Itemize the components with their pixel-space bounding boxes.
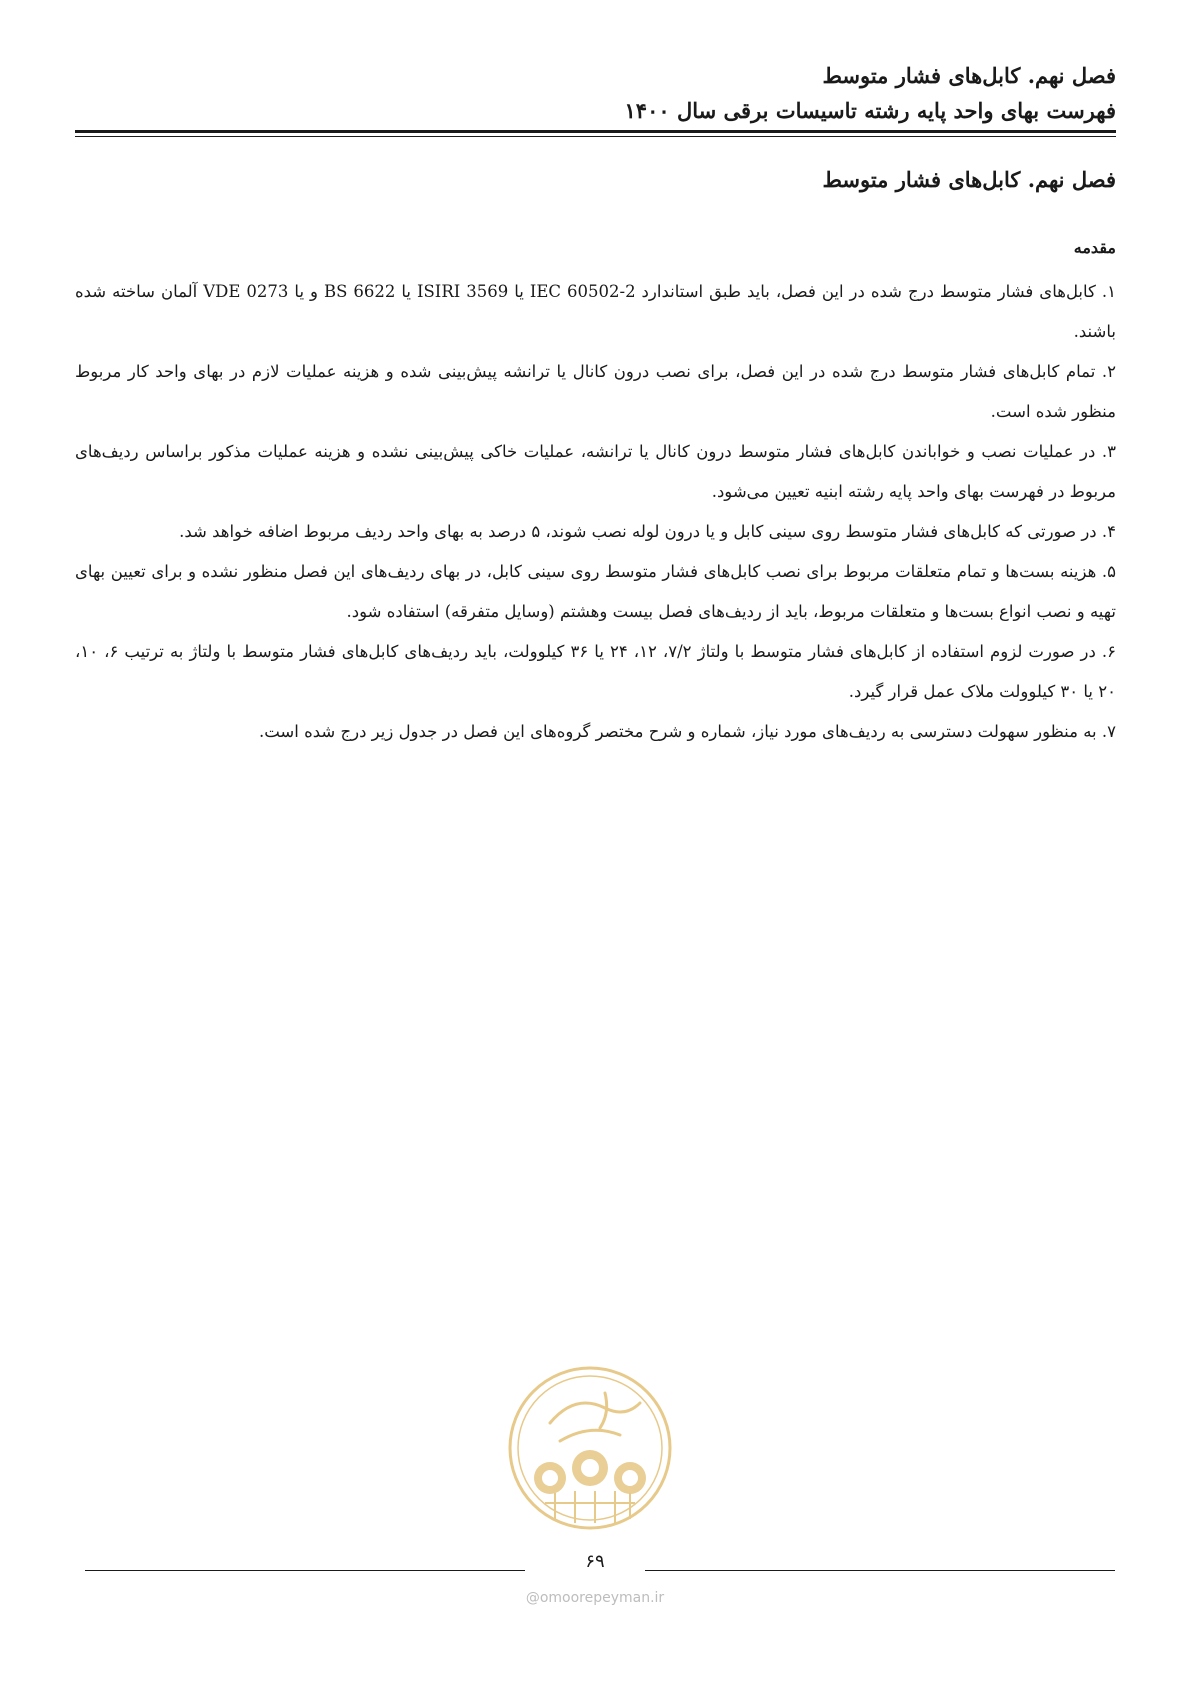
paragraph-2: ۲. تمام کابل‌های فشار متوسط درج شده در این فصل، برای نصب درون کانال یا ترانشه پیش‌بینی شده و هزینه عملیات لازم در بهای واحد کار مربوط منظور شده است. bbox=[75, 362, 1116, 421]
watermark-logo-icon bbox=[505, 1363, 675, 1533]
intro-body bbox=[75, 272, 1116, 752]
intro-heading: مقدمه bbox=[1073, 238, 1116, 257]
page-number: ۶۹ bbox=[585, 1551, 605, 1572]
header-catalog-line: فهرست بهای واحد پایه رشته تاسیسات برقی سال ۱۴۰۰ bbox=[624, 98, 1116, 123]
chapter-title: فصل نهم. کابل‌های فشار متوسط bbox=[822, 167, 1116, 192]
header-chapter-line: فصل نهم. کابل‌های فشار متوسط bbox=[822, 63, 1116, 88]
header-rule-thin bbox=[75, 136, 1116, 137]
header-rule-thick bbox=[75, 130, 1116, 133]
footer-rule-right bbox=[645, 1570, 1115, 1571]
paragraph-1: ۱. کابل‌های فشار متوسط درج شده در این فصل، باید طبق استاندارد IEC 60502-2 یا ISIRI 3569 یا BS 6622 و یا VDE 0273 آلمان ساخته شده باشند. bbox=[75, 282, 1117, 341]
running-header bbox=[75, 58, 1116, 128]
paragraph-7: ۷. به منظور سهولت دسترسی به ردیف‌های مورد نیاز، شماره و شرح مختصر گروه‌های این فصل در جدول زیر درج شده است. bbox=[258, 722, 1116, 741]
paragraph-3: ۳. در عملیات نصب و خواباندن کابل‌های فشار متوسط درون کانال یا ترانشه، عملیات خاکی پیش‌بینی نشده و هزینه عملیات مذکور براساس ردیف‌های مربوط در فهرست بهای واحد پایه رشته ابنیه تعیین می‌شود. bbox=[75, 442, 1116, 501]
site-credit: @omoorepeyman.ir bbox=[525, 1590, 665, 1606]
paragraph-5: ۵. هزینه بست‌ها و تمام متعلقات مربوط برای نصب کابل‌های فشار متوسط روی سینی کابل، در بهای ردیف‌های این فصل منظور نشده و برای تعیین بهای تهیه و نصب انواع بست‌ها و متعلقات مربوط، باید از ردیف‌های فصل بیست وهشتم (وسایل متفرقه) استفاده شود. bbox=[75, 562, 1116, 621]
footer-rule-left bbox=[85, 1570, 525, 1571]
paragraph-6: ۶. در صورت لزوم استفاده از کابل‌های فشار متوسط با ولتاژ ۷/۲، ۱۲، ۲۴ یا ۳۶ کیلوولت، باید ردیف‌های کابل‌های فشار متوسط با ولتاژ به ترتیب ۶، ۱۰، ۲۰ یا ۳۰ کیلوولت ملاک عمل قرار گیرد. bbox=[75, 642, 1117, 701]
paragraph-4: ۴. در صورتی که کابل‌های فشار متوسط روی سینی کابل و یا درون لوله نصب شوند، ۵ درصد به بهای واحد ردیف مربوط اضافه خواهد شد. bbox=[179, 522, 1116, 541]
